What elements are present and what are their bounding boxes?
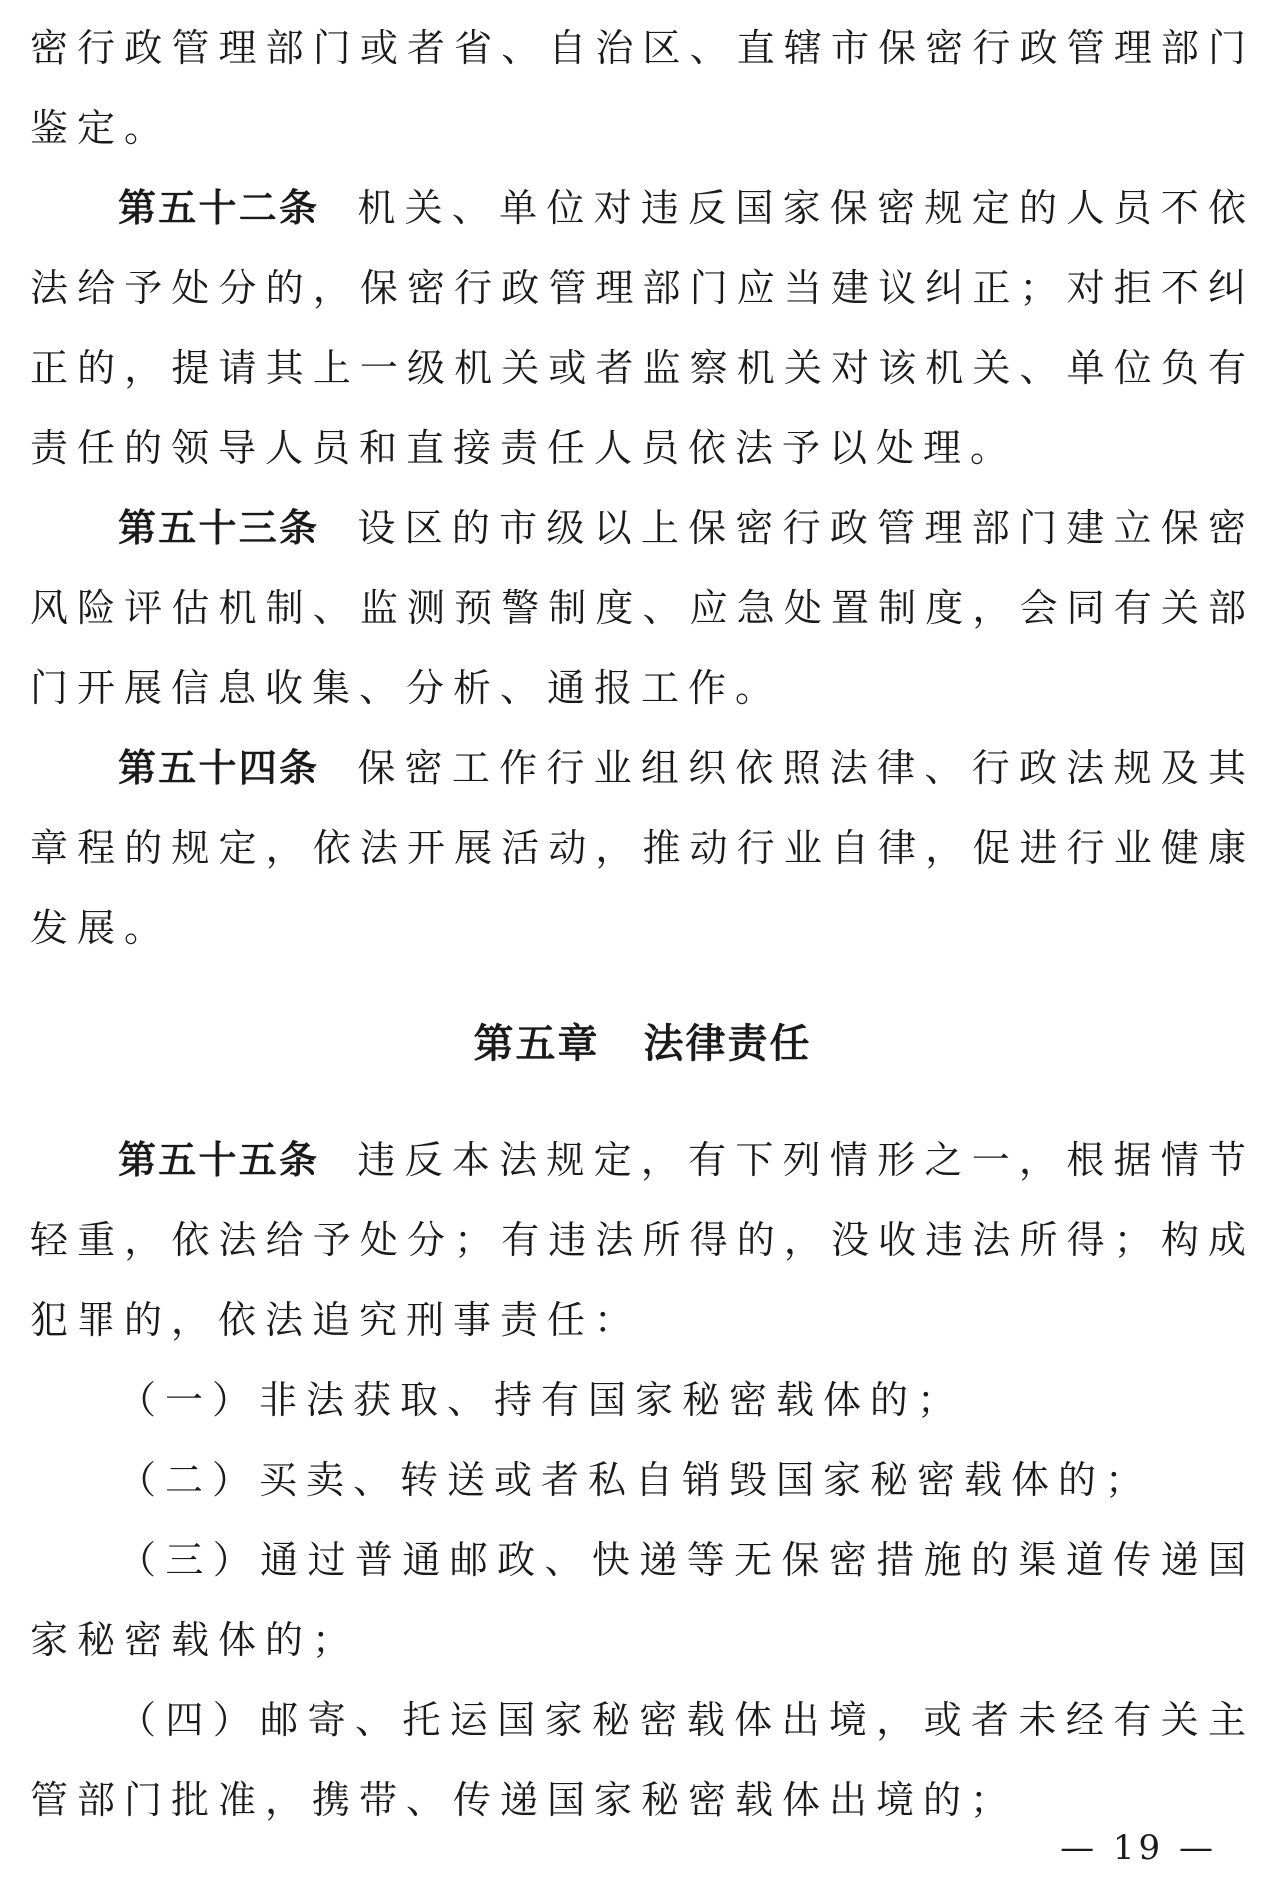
list-item-3 (30, 1520, 1255, 1680)
paragraph-text: 密行政管理部门或者省、自治区、直辖市保密行政管理部门鉴定。 (30, 26, 1255, 150)
article-number: 第五十四条 (118, 746, 320, 790)
chapter-number: 第五章 (473, 1021, 600, 1067)
page-number: — 19 — (1060, 1828, 1217, 1868)
list-item-2 (30, 1440, 1255, 1520)
document-page (30, 8, 1255, 1840)
chapter-heading (30, 1004, 1255, 1084)
list-item-text: （四）邮寄、托运国家秘密载体出境，或者未经有关主管部门批准，携带、传递国家秘密载体出境的； (30, 1698, 1255, 1822)
article-text: 机关、单位对违反国家保密规定的人员不依法给予处分的，保密行政管理部门应当建议纠正；对拒不纠正的，提请其上一级机关或者监察机关对该机关、单位负有责任的领导人员和直接责任人员依法予以处理。 (30, 186, 1255, 470)
article-number: 第五十二条 (118, 186, 320, 230)
list-item-text: （一）非法获取、持有国家秘密载体的； (118, 1378, 965, 1422)
article-number: 第五十三条 (118, 506, 320, 550)
list-item-text: （二）买卖、转送或者私自销毁国家秘密载体的； (118, 1458, 1153, 1502)
article-text: 设区的市级以上保密行政管理部门建立保密风险评估机制、监测预警制度、应急处置制度，会同有关部门开展信息收集、分析、通报工作。 (30, 506, 1255, 710)
article-54 (30, 728, 1255, 968)
list-item-text: （三）通过普通邮政、快递等无保密措施的渠道传递国家秘密载体的； (30, 1538, 1255, 1662)
chapter-title: 法律责任 (643, 1021, 812, 1067)
article-52 (30, 168, 1255, 488)
article-55 (30, 1120, 1255, 1360)
article-text: 违反本法规定，有下列情形之一，根据情节轻重，依法给予处分；有违法所得的，没收违法所得；构成犯罪的，依法追究刑事责任： (30, 1138, 1255, 1342)
article-number: 第五十五条 (118, 1138, 320, 1182)
list-item-1 (30, 1360, 1255, 1440)
article-text: 保密工作行业组织依照法律、行政法规及其章程的规定，依法开展活动，推动行业自律，促进行业健康发展。 (30, 746, 1255, 950)
list-item-4 (30, 1680, 1255, 1840)
paragraph-continuation (30, 8, 1255, 168)
article-53 (30, 488, 1255, 728)
